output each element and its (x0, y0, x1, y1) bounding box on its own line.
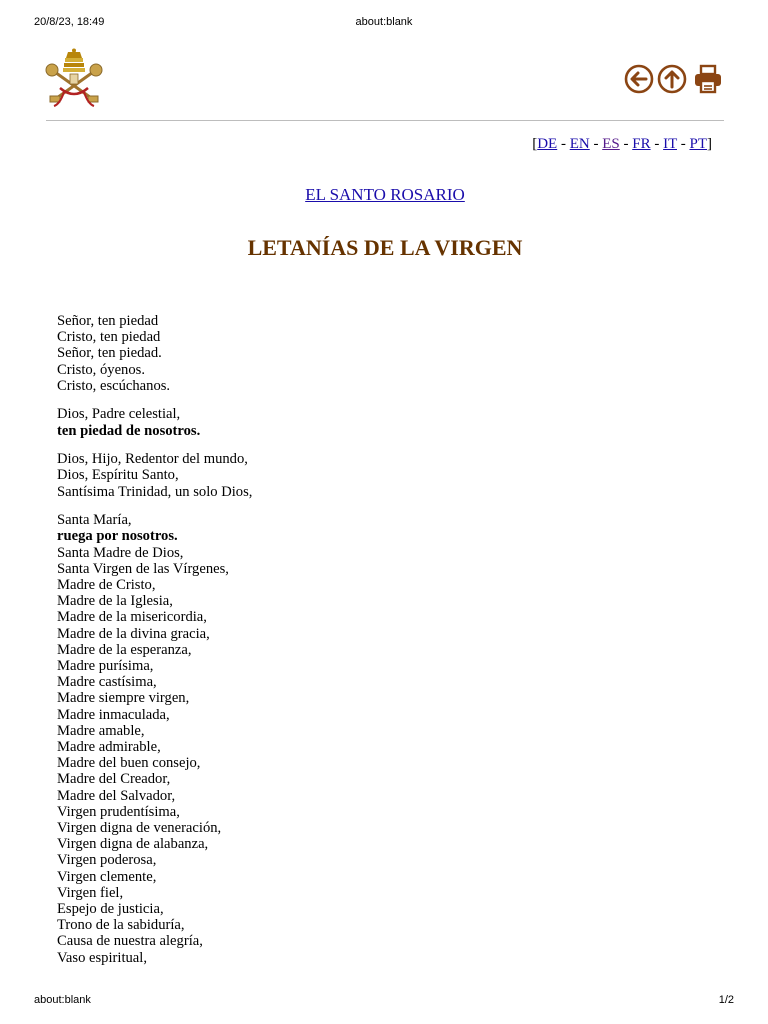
litany-line: Madre de la divina gracia, (57, 625, 210, 642)
litany-line: Madre admirable, (57, 739, 161, 756)
lang-link-es[interactable]: ES (602, 136, 620, 152)
litany-line: Madre inmaculada, (57, 706, 170, 723)
lang-link-de[interactable]: DE (537, 136, 558, 152)
language-selector: [DE - EN - ES - FR - IT - PT] (532, 136, 712, 152)
litany-line: Virgen digna de alabanza, (57, 836, 209, 853)
litany-line: Madre de la misericordia, (57, 609, 207, 626)
printer-icon[interactable] (693, 64, 723, 94)
litany-line: Madre de Cristo, (57, 577, 156, 594)
print-header (0, 16, 768, 30)
litany-line: Santa María, (57, 512, 132, 529)
print-url: about:blank (355, 16, 413, 28)
litany-line: Dios, Padre celestial, (57, 406, 181, 423)
litany-stanza (57, 313, 697, 394)
litany-text (57, 313, 697, 978)
litany-line: Vaso espiritual, (57, 949, 147, 966)
print-footer (0, 994, 768, 1008)
litany-line: Madre amable, (57, 722, 145, 739)
litany-line: Espejo de justicia, (57, 901, 164, 918)
litany-line: Santa Madre de Dios, (57, 544, 184, 561)
litany-line: Cristo, escúchanos. (57, 377, 171, 394)
santo-rosario-link[interactable]: EL SANTO ROSARIO (305, 185, 465, 204)
page-title: LETANÍAS DE LA VIRGEN (247, 235, 523, 260)
litany-line: Virgen poderosa, (57, 852, 157, 869)
lang-link-en[interactable]: EN (569, 136, 590, 152)
lang-link-fr[interactable]: FR (632, 136, 651, 152)
litany-line: Dios, Espíritu Santo, (57, 467, 179, 484)
litany-line: Virgen digna de veneración, (57, 820, 222, 837)
litany-line: Santísima Trinidad, un solo Dios, (57, 483, 253, 500)
header-divider (46, 120, 724, 121)
litany-line: Señor, ten piedad (57, 313, 159, 329)
back-arrow-icon[interactable] (624, 64, 654, 94)
litany-line: Señor, ten piedad. (57, 345, 162, 362)
up-arrow-icon[interactable] (657, 64, 687, 94)
rosary-link-container (0, 185, 768, 205)
litany-response: ruega por nosotros. (57, 528, 178, 545)
litany-stanza (57, 406, 697, 438)
litany-line: Madre purísima, (57, 658, 154, 675)
litany-line: Madre del Creador, (57, 771, 171, 788)
print-datetime: 20/8/23, 18:49 (34, 16, 105, 28)
litany-line: Virgen clemente, (57, 868, 157, 885)
litany-line: Madre de la Iglesia, (57, 593, 173, 610)
footer-url: about:blank (34, 994, 91, 1006)
lang-link-it[interactable]: IT (663, 136, 677, 152)
litany-line: Cristo, óyenos. (57, 361, 145, 378)
litany-line: Madre del Salvador, (57, 787, 176, 804)
litany-line: Virgen fiel, (57, 884, 124, 901)
page-number: 1/2 (718, 994, 734, 1006)
litany-line: Trono de la sabiduría, (57, 917, 185, 934)
holy-see-emblem-logo (40, 48, 108, 108)
litany-line: Madre de la esperanza, (57, 641, 192, 658)
litany-line: Virgen prudentísima, (57, 803, 180, 820)
litany-stanza (57, 451, 697, 500)
litany-line: Cristo, ten piedad (57, 329, 161, 346)
litany-line: Madre del buen consejo, (57, 755, 201, 772)
litany-line: Madre castísima, (57, 674, 157, 691)
litany-stanza (57, 512, 697, 966)
litany-line: Santa Virgen de las Vírgenes, (57, 560, 229, 577)
litany-line: Causa de nuestra alegría, (57, 933, 203, 950)
litany-response: ten piedad de nosotros. (57, 422, 201, 439)
lang-link-pt[interactable]: PT (689, 136, 707, 152)
litany-line: Madre siempre virgen, (57, 690, 190, 707)
litany-line: Dios, Hijo, Redentor del mundo, (57, 451, 248, 468)
